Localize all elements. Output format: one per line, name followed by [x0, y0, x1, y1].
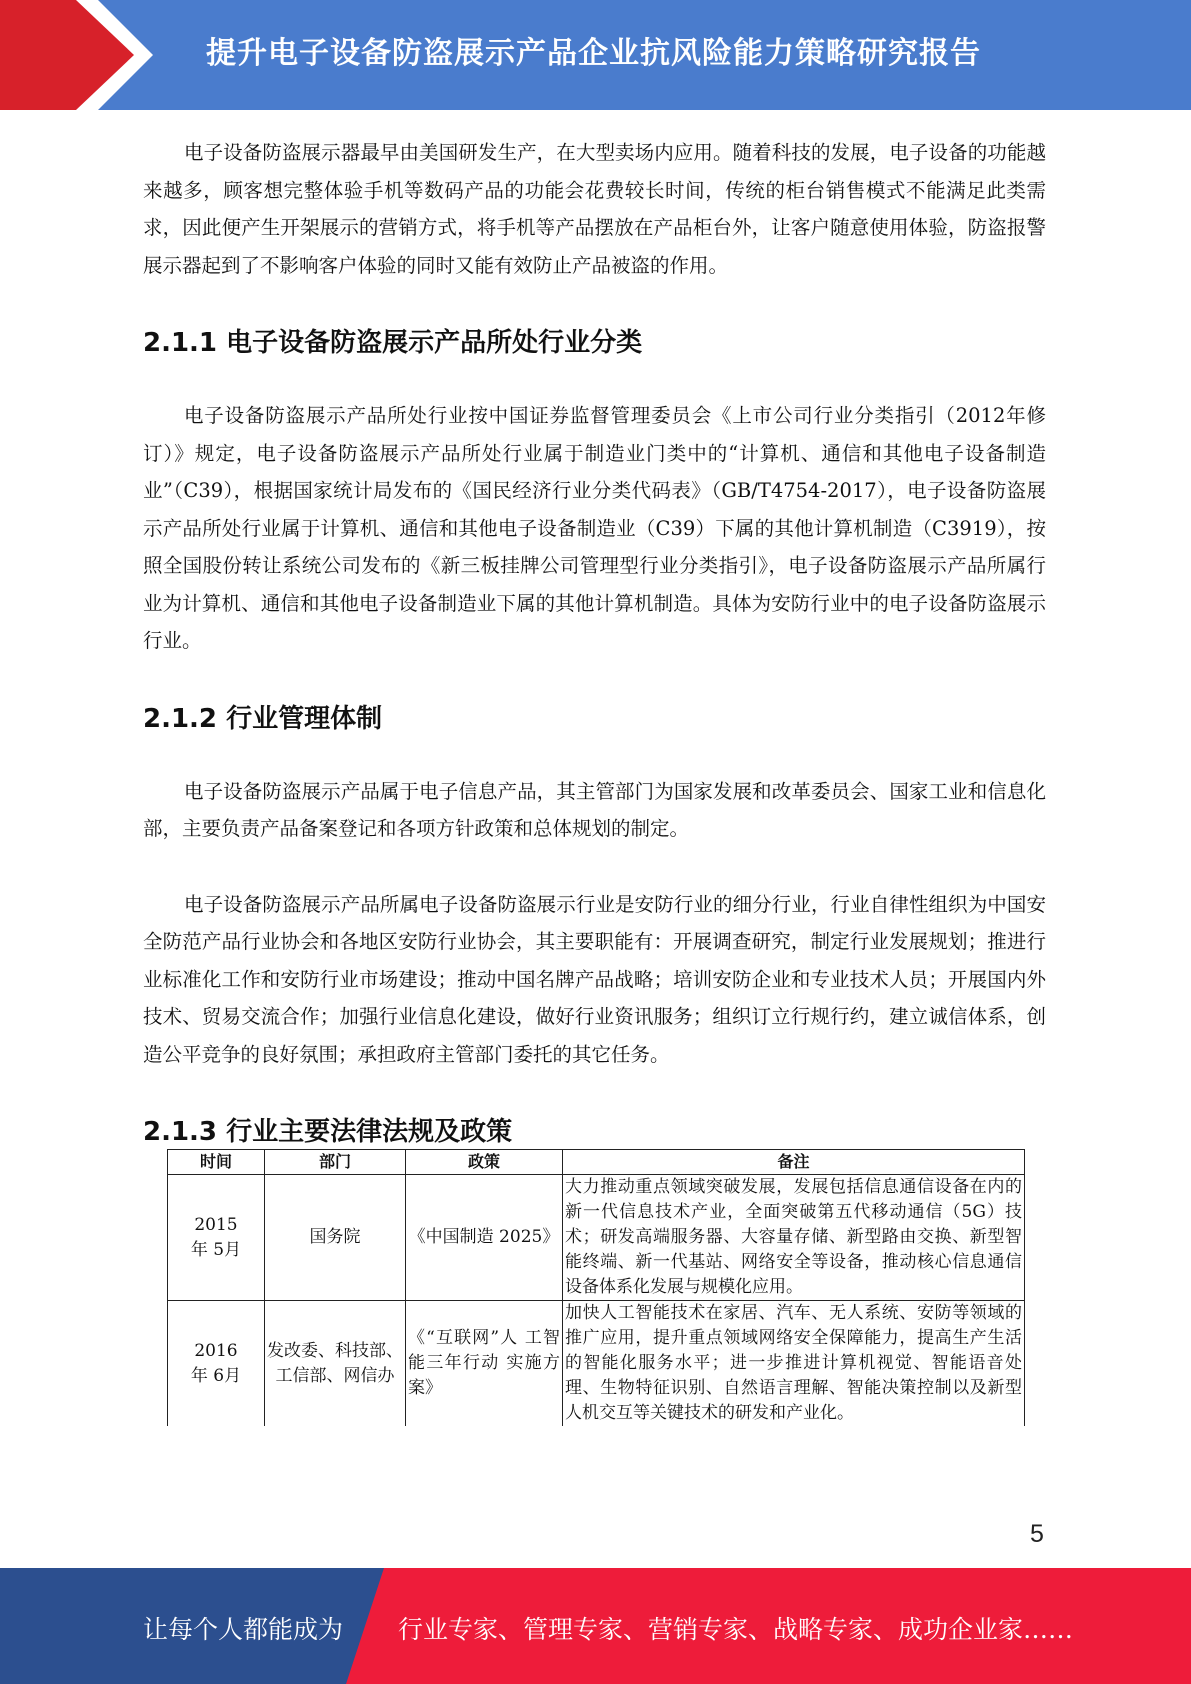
table-row — [168, 1175, 1025, 1301]
section-2-1-2-paragraph-2: 电子设备防盗展示产品所属电子设备防盗展示行业是安防行业的细分行业，行业自律性组织为中国安全防范产品行业协会和各地区安防行业协会，其主要职能有：开展调查研究，制定行业发展规划；推进行业标准化工作和安防行业市场建设；推动中国名牌产品战略；培训安防企业和专业技术人员；开展国内外技术、贸易交流合作；加强行业信息化建设，做好行业资讯服务；组织订立行规行约，建立诚信体系，创造公平竞争的良好氛围；承担政府主管部门委托的其它任务。 — [143, 892, 1046, 1066]
footer-banner — [0, 1568, 1191, 1684]
table-header-row — [168, 1150, 1025, 1175]
section-2-1-1-paragraph: 电子设备防盗展示产品所处行业按中国证券监督管理委员会《上市公司行业分类指引（2012年修订）》规定，电子设备防盗展示产品所处行业属于制造业门类中的“计算机、通信和其他电子设备制造业”（C39），根据国家统计局发布的《国民经济行业分类代码表》（GB/T4754-2017），电子设备防盗展示产品所处行业属于计算机、通信和其他电子设备制造业（C39）下属的其他计算机制造（C3919），按照全国股份转让系统公司发布的《新三板挂牌公司管理型行业分类指引》，电子设备防盗展示产品所属行业为计算机、通信和其他电子设备制造业下属的其他计算机制造。具体为安防行业中的电子设备防盗展示行业。 — [143, 404, 1046, 652]
note-cell: 大力推动重点领域突破发展，发展包括信息通信设备在内的新一代信息技术产业，全面突破第五代移动通信（5G）技术；研发高端服务器、大容量存储、新型路由交换、新型智能终端、新一代基站、网络安全等设备，推动核心信息通信设备体系化发展与规模化应用。 — [563, 1175, 1025, 1301]
table-header-cell: 政策 — [406, 1150, 563, 1175]
department-cell: 国务院 — [265, 1175, 406, 1301]
time-cell: 2016 年 6月 — [168, 1301, 265, 1427]
table-header-cell: 部门 — [265, 1150, 406, 1175]
note-cell: 加快人工智能技术在家居、汽车、无人系统、安防等领域的推广应用，提升重点领域网络安全保障能力，提高生产生活的智能化服务水平；进一步推进计算机视觉、智能语音处理、生物特征识别、自然语言理解、智能决策控制以及新型人机交互等关键技术的研发和产业化。 — [563, 1301, 1025, 1427]
policy-cell: 《“互联网”人 工智能三年行动 实施方案》 — [406, 1301, 563, 1427]
policy-table — [167, 1149, 1025, 1426]
policy-cell: 《中国制造 2025》 — [406, 1175, 563, 1301]
main-content — [143, 134, 1046, 1148]
footer-slogan-left: 让每个人都能成为 — [143, 1615, 344, 1644]
section-heading-2-1-2: 2.1.2 行业管理体制 — [143, 703, 383, 734]
table-row — [168, 1301, 1025, 1427]
page-number: 5 — [1030, 1520, 1044, 1548]
footer-slogan-right: 行业专家、管理专家、营销专家、战略专家、成功企业家…… — [398, 1615, 1074, 1644]
section-heading-2-1-1: 2.1.1 电子设备防盗展示产品所处行业分类 — [143, 328, 643, 358]
table-header-cell: 时间 — [168, 1150, 265, 1175]
section-2-1-2-paragraph-1: 电子设备防盗展示产品属于电子信息产品，其主管部门为国家发展和改革委员会、国家工业和信息化部，主要负责产品备案登记和各项方针政策和总体规划的制定。 — [143, 779, 1046, 840]
header-arrow-decoration — [0, 0, 160, 110]
time-cell: 2015 年 5月 — [168, 1175, 265, 1301]
department-cell: 发改委、科技部、工信部、网信办 — [265, 1301, 406, 1427]
table-header-cell: 备注 — [563, 1150, 1025, 1175]
header-banner — [0, 0, 1191, 110]
section-heading-2-1-3: 2.1.3 行业主要法律法规及政策 — [143, 1117, 513, 1147]
report-title: 提升电子设备防盗展示产品企业抗风险能力策略研究报告 — [206, 36, 981, 71]
intro-paragraph: 电子设备防盗展示器最早由美国研发生产，在大型卖场内应用。随着科技的发展，电子设备的功能越来越多，顾客想完整体验手机等数码产品的功能会花费较长时间，传统的柜台销售模式不能满足此类需求，因此便产生开架展示的营销方式，将手机等产品摆放在产品柜台外，让客户随意使用体验，防盗报警展示器起到了不影响客户体验的同时又能有效防止产品被盗的作用。 — [143, 141, 1046, 277]
